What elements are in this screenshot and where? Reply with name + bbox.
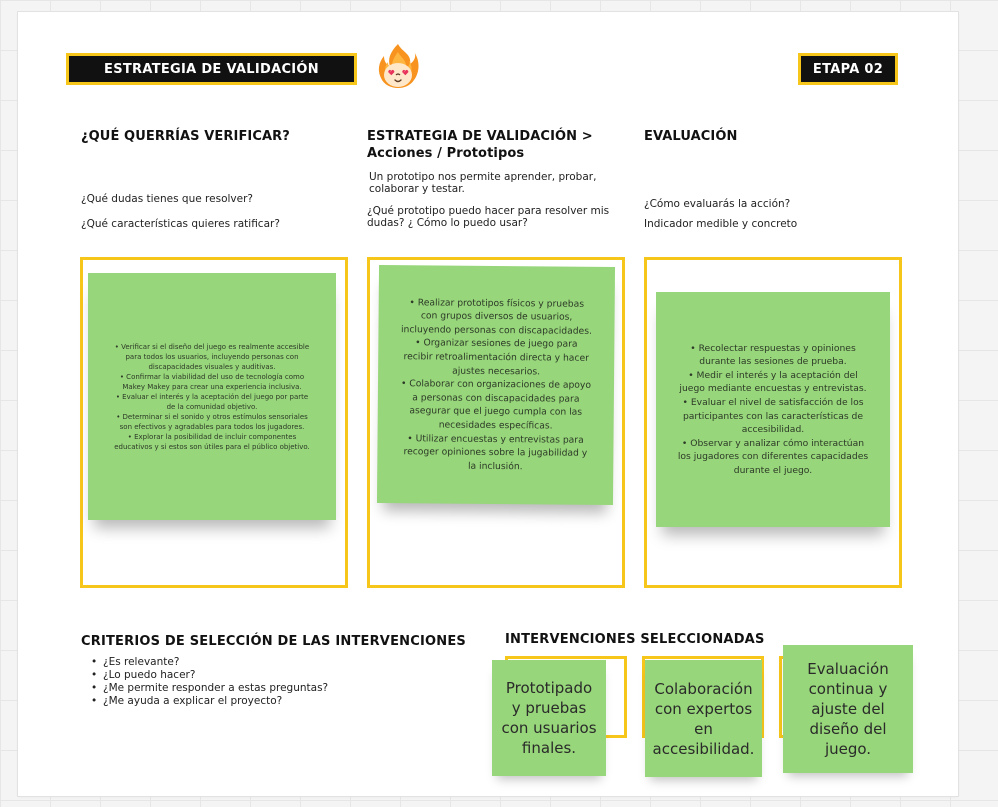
selected-sticky-evaluation[interactable]: [783, 645, 913, 773]
selected-sticky-collaboration[interactable]: [645, 660, 762, 777]
strategy-prompt-question: ¿Qué prototipo puedo hacer para resolver mis dudas? ¿ Cómo lo puedo usar?: [367, 205, 610, 229]
verify-column-title: ¿QUÉ QUERRÍAS VERIFICAR?: [81, 129, 290, 144]
verify-prompt-features: ¿Qué características quieres ratificar?: [81, 218, 280, 230]
strategy-sticky-note[interactable]: [377, 265, 615, 505]
flame-face-icon: [374, 42, 422, 90]
verify-sticky-text: • Verificar si el diseño del juego es realmente accesible para todos los usuarios, incluyendo personas con discapacidades visuales y auditivas. • Confirmar la viabilidad del uso de tecnología como Makey Makey para crear una experiencia inclusiva. • Evaluar el interés y la aceptación del juego por parte de la comunidad objetivo. • Determinar si el sonido y otros estímulos sensoriales son efectivos y agradables para todos los jugadores. • Explorar la posibilidad de incluir componentes educativos y si estos son útiles para el público objetivo.: [114, 342, 310, 451]
criteria-item: • ¿Me permite responder a estas preguntas?: [91, 682, 328, 695]
selected-sticky-collaboration-text: Colaboración con expertos en accesibilidad.: [652, 679, 755, 758]
evaluation-column-title: EVALUACIÓN: [644, 129, 738, 144]
stage-tag[interactable]: [798, 53, 898, 85]
strategy-column-title: [367, 128, 593, 162]
criteria-item: • ¿Lo puedo hacer?: [91, 669, 328, 682]
evaluation-prompt-indicator: Indicador medible y concreto: [644, 218, 798, 230]
strategy-prompt-intro: Un prototipo nos permite aprender, probar, colaborar y testar.: [369, 171, 597, 195]
selected-title: INTERVENCIONES SELECCIONADAS: [505, 632, 765, 647]
stage-label: ETAPA 02: [812, 61, 884, 77]
strategy-column-title-line2: Acciones / Prototipos: [367, 146, 525, 161]
selected-sticky-evaluation-text: Evaluación continua y ajuste del diseño del juego.: [807, 660, 889, 758]
criteria-list: [91, 656, 328, 708]
evaluation-prompt-how: ¿Cómo evaluarás la acción?: [644, 198, 791, 210]
strategy-column-title-line1: ESTRATEGIA DE VALIDACIÓN >: [367, 129, 593, 144]
evaluation-sticky-text: • Recolectar respuestas y opiniones durante las sesiones de prueba. • Medir el interés y la aceptación del juego mediante encuestas y entrevistas. • Evaluar el nivel de satisfacción de los participantes con las características de accesibilidad. • Observar y analizar cómo interactúan los jugadores con diferentes capacidades durante el juego.: [677, 342, 869, 476]
criteria-item: • ¿Me ayuda a explicar el proyecto?: [91, 695, 328, 708]
verify-prompt-doubts: ¿Qué dudas tienes que resolver?: [81, 193, 253, 205]
strategy-sticky-text: • Realizar prototipos físicos y pruebas con grupos diversos de usuarios, incluyendo personas con discapacidades. • Organizar sesiones de juego para recibir retroalimentación directa y hacer ajustes necesarios. • Colaborar con organizaciones de apoyo a personas con discapacidades para asegurar que el juego cumpla con las necesidades específicas. • Utilizar encuestas y entrevistas para recoger opiniones sobre la jugabilidad y la inclusión.: [400, 296, 592, 473]
criteria-item: • ¿Es relevante?: [91, 656, 328, 669]
criteria-title: CRITERIOS DE SELECCIÓN DE LAS INTERVENCIONES: [81, 634, 466, 649]
strategy-title-label: ESTRATEGIA DE VALIDACIÓN: [104, 61, 319, 77]
evaluation-sticky-note[interactable]: [656, 292, 890, 527]
strategy-title-tag[interactable]: [66, 53, 357, 85]
verify-sticky-note[interactable]: [88, 273, 336, 520]
selected-sticky-prototyping[interactable]: [492, 660, 606, 776]
selected-sticky-prototyping-text: Prototipado y pruebas con usuarios finales.: [501, 679, 597, 757]
